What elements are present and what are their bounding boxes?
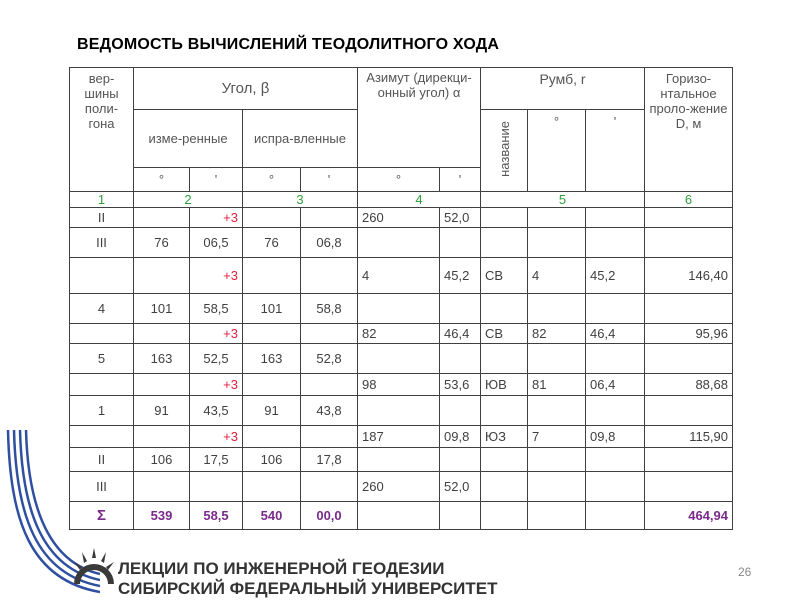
col-number: 4 [358, 192, 481, 208]
sum-corrected-deg: 540 [243, 502, 301, 530]
cell-rumb-deg [528, 228, 586, 258]
header-rumb-name: название [481, 110, 528, 192]
cell-distance: 146,40 [645, 258, 733, 294]
cell-rumb-min [586, 228, 645, 258]
cell-azimuth-min: 53,6 [440, 374, 481, 396]
cell-measured-min: 06,5 [190, 228, 243, 258]
header-azimuth-deg: ° [358, 168, 440, 192]
sum-label: Σ [70, 502, 134, 530]
table-row [70, 208, 733, 228]
cell-azimuth-deg: 187 [358, 426, 440, 448]
correction-value: +3 [223, 268, 238, 283]
cell-rumb-name: ЮВ [481, 374, 528, 396]
cell-rumb-min [586, 472, 645, 502]
cell-distance [645, 448, 733, 472]
cell-azimuth-deg [358, 294, 440, 324]
cell-azimuth-deg: 98 [358, 374, 440, 396]
cell-vertex: 1 [70, 396, 134, 426]
cell-azimuth-deg [358, 344, 440, 374]
table-row [70, 426, 733, 448]
cell-vertex: 4 [70, 294, 134, 324]
correction-value: +3 [223, 377, 238, 392]
cell-rumb-deg: 82 [528, 324, 586, 344]
cell-measured-min [190, 374, 243, 396]
col-number: 5 [481, 192, 645, 208]
header-azimuth: Азимут (дирекци-онный угол) α [358, 68, 481, 168]
cell-measured-min [190, 208, 243, 228]
cell-rumb-deg: 81 [528, 374, 586, 396]
cell-azimuth-deg: 260 [358, 208, 440, 228]
cell-rumb-min [586, 448, 645, 472]
page-number: 26 [738, 565, 752, 579]
cell-rumb-min [586, 208, 645, 228]
cell-corrected-min [301, 258, 358, 294]
cell-vertex: III [70, 472, 134, 502]
cell-measured-deg: 76 [134, 228, 190, 258]
cell-measured-deg [134, 324, 190, 344]
cell-rumb-name: ЮЗ [481, 426, 528, 448]
cell-measured-min: 17,5 [190, 448, 243, 472]
cell-measured-deg [134, 472, 190, 502]
cell-azimuth-deg [358, 448, 440, 472]
traverse-table [69, 67, 733, 530]
university-logo-icon [70, 546, 118, 586]
cell-corrected-min: 06,8 [301, 228, 358, 258]
cell-rumb-min [586, 294, 645, 324]
cell-vertex [70, 258, 134, 294]
cell-rumb-deg [528, 448, 586, 472]
cell-azimuth-min [440, 228, 481, 258]
cell-rumb-deg [528, 208, 586, 228]
header-corrected: испра-вленные [243, 110, 358, 168]
cell-measured-min [190, 324, 243, 344]
correction-value: +3 [223, 429, 238, 444]
cell-corrected-deg: 106 [243, 448, 301, 472]
header-horizontal: Горизо-нтальное проло-жение D, м [645, 68, 733, 192]
correction-value: +3 [223, 210, 238, 225]
header-measured-min: ' [190, 168, 243, 192]
cell-distance [645, 472, 733, 502]
header-azimuth-min: ' [440, 168, 481, 192]
footer-lectures-title: ЛЕКЦИИ ПО ИНЖЕНЕРНОЙ ГЕОДЕЗИИ [118, 559, 445, 578]
cell-vertex [70, 374, 134, 396]
cell-rumb-min: 46,4 [586, 324, 645, 344]
header-rumb: Румб, r [481, 68, 645, 110]
header-measured: изме-ренные [134, 110, 243, 168]
table-row [70, 472, 733, 502]
cell-rumb-deg [528, 472, 586, 502]
cell-corrected-deg: 101 [243, 294, 301, 324]
cell-rumb-name [481, 208, 528, 228]
cell-rumb-deg [528, 294, 586, 324]
cell-measured-deg: 91 [134, 396, 190, 426]
cell-distance [645, 294, 733, 324]
cell-measured-min: 52,5 [190, 344, 243, 374]
header-rumb-min: ' [586, 110, 645, 192]
cell-measured-deg: 101 [134, 294, 190, 324]
cell-rumb-deg [528, 396, 586, 426]
cell-corrected-deg [243, 324, 301, 344]
cell-rumb-min [586, 344, 645, 374]
cell-vertex: III [70, 228, 134, 258]
cell-rumb-name [481, 228, 528, 258]
cell-corrected-min [301, 208, 358, 228]
cell-vertex: 5 [70, 344, 134, 374]
cell-rumb-min: 06,4 [586, 374, 645, 396]
cell-vertex: II [70, 448, 134, 472]
cell-measured-min [190, 258, 243, 294]
cell-vertex: II [70, 208, 134, 228]
cell-corrected-min: 58,8 [301, 294, 358, 324]
col-number: 6 [645, 192, 733, 208]
cell-corrected-min [301, 426, 358, 448]
cell-corrected-deg: 163 [243, 344, 301, 374]
header-measured-deg: ° [134, 168, 190, 192]
table-row [70, 228, 733, 258]
cell-azimuth-deg [358, 228, 440, 258]
sum-corrected-min: 00,0 [301, 502, 358, 530]
cell-rumb-name [481, 448, 528, 472]
cell-corrected-deg [243, 208, 301, 228]
table-row [70, 258, 733, 294]
cell-azimuth-deg: 4 [358, 258, 440, 294]
table-row [70, 324, 733, 344]
sum-row [70, 502, 733, 530]
col-number: 2 [134, 192, 243, 208]
cell-measured-deg [134, 258, 190, 294]
cell-corrected-deg [243, 472, 301, 502]
cell-rumb-min: 45,2 [586, 258, 645, 294]
cell-corrected-min [301, 324, 358, 344]
header-corrected-min: ' [301, 168, 358, 192]
cell-measured-deg [134, 426, 190, 448]
sum-measured-deg: 539 [134, 502, 190, 530]
cell-distance [645, 228, 733, 258]
footer-university-name: СИБИРСКИЙ ФЕДЕРАЛЬНЫЙ УНИВЕРСИТЕТ [118, 579, 498, 598]
cell-distance [645, 396, 733, 426]
cell-rumb-min: 09,8 [586, 426, 645, 448]
cell-azimuth-min: 52,0 [440, 472, 481, 502]
table-row [70, 294, 733, 324]
cell-azimuth-min [440, 294, 481, 324]
cell-azimuth-deg: 82 [358, 324, 440, 344]
cell-measured-min: 43,5 [190, 396, 243, 426]
cell-rumb-min [586, 396, 645, 426]
cell-azimuth-min: 52,0 [440, 208, 481, 228]
cell-rumb-name [481, 396, 528, 426]
header-corrected-deg: ° [243, 168, 301, 192]
cell-measured-deg [134, 374, 190, 396]
sum-distance: 464,94 [645, 502, 733, 530]
cell-corrected-min [301, 374, 358, 396]
cell-rumb-deg [528, 344, 586, 374]
cell-corrected-min: 52,8 [301, 344, 358, 374]
header-rumb-deg: ° [528, 110, 586, 192]
sum-measured-min: 58,5 [190, 502, 243, 530]
cell-rumb-name [481, 472, 528, 502]
table-row [70, 344, 733, 374]
cell-azimuth-deg [358, 396, 440, 426]
page-title: ВЕДОМОСТЬ ВЫЧИСЛЕНИЙ ТЕОДОЛИТНОГО ХОДА [77, 36, 500, 53]
col-number: 1 [70, 192, 134, 208]
cell-vertex [70, 324, 134, 344]
table-row [70, 374, 733, 396]
cell-corrected-deg [243, 258, 301, 294]
cell-rumb-deg: 4 [528, 258, 586, 294]
cell-corrected-min: 43,8 [301, 396, 358, 426]
cell-measured-min: 58,5 [190, 294, 243, 324]
cell-azimuth-min: 45,2 [440, 258, 481, 294]
cell-measured-min [190, 472, 243, 502]
cell-measured-deg: 106 [134, 448, 190, 472]
cell-azimuth-deg: 260 [358, 472, 440, 502]
cell-distance: 95,96 [645, 324, 733, 344]
cell-distance [645, 208, 733, 228]
cell-azimuth-min: 09,8 [440, 426, 481, 448]
cell-azimuth-min [440, 396, 481, 426]
cell-rumb-name [481, 344, 528, 374]
cell-azimuth-min [440, 344, 481, 374]
cell-measured-min [190, 426, 243, 448]
cell-azimuth-min: 46,4 [440, 324, 481, 344]
cell-rumb-deg: 7 [528, 426, 586, 448]
cell-measured-deg [134, 208, 190, 228]
cell-corrected-deg: 91 [243, 396, 301, 426]
cell-rumb-name: СВ [481, 258, 528, 294]
cell-azimuth-min [440, 448, 481, 472]
cell-rumb-name: СВ [481, 324, 528, 344]
cell-corrected-deg: 76 [243, 228, 301, 258]
table-row [70, 396, 733, 426]
cell-corrected-min: 17,8 [301, 448, 358, 472]
correction-value: +3 [223, 326, 238, 341]
cell-rumb-name [481, 294, 528, 324]
header-angle: Угол, β [134, 68, 358, 110]
table-row [70, 448, 733, 472]
cell-measured-deg: 163 [134, 344, 190, 374]
header-vertices: вер-шины поли-гона [70, 68, 134, 192]
cell-distance: 115,90 [645, 426, 733, 448]
cell-corrected-deg [243, 374, 301, 396]
cell-distance [645, 344, 733, 374]
cell-corrected-min [301, 472, 358, 502]
col-number: 3 [243, 192, 358, 208]
cell-distance: 88,68 [645, 374, 733, 396]
cell-corrected-deg [243, 426, 301, 448]
